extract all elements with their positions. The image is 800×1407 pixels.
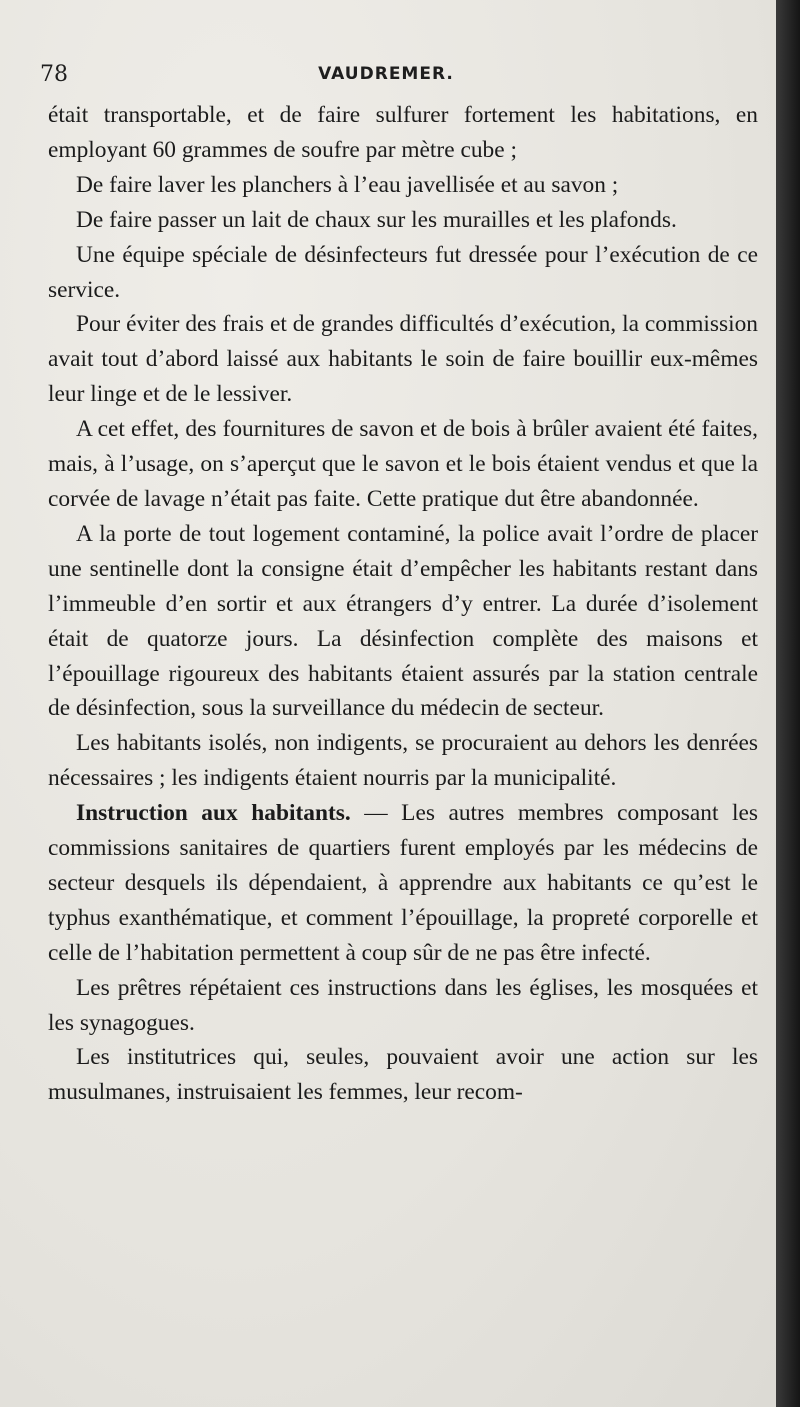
paragraph-8: Les habitants isolés, non indigents, se procuraient au dehors les denrées nécessaires ; les indigents étaient nourris par la municipalité. (48, 730, 758, 792)
paragraph-11: Les institutrices qui, seules, pouvaient avoir une action sur les musulmanes, instruisaient les femmes, leur recom- (48, 1044, 758, 1106)
running-title: VAUDREMER. (318, 64, 454, 84)
paragraph-2: De faire laver les planchers à l’eau javellisée et au savon ; (76, 171, 619, 198)
paragraph-6: A cet effet, des fournitures de savon et de bois à brûler avaient été faites, mais, à l’usage, on s’aperçut que le savon et le bois étaient vendus et que la corvée de lavage n’était pas faite. Cette pratique dut être abandonnée. (48, 416, 758, 512)
paragraph-1: était transportable, et de faire sulfurer fortement les habitations, en employant 60 grammes de soufre par mètre cube ; (48, 102, 758, 163)
paragraph-5: Pour éviter des frais et de grandes difficultés d’exécution, la commission avait tout d’abord laissé aux habitants le soin de faire bouillir eux-mêmes leur linge et de le lessiver. (48, 311, 758, 408)
paragraph-9-text: — Les autres membres composant les commissions sanitaires de quartiers furent employés par les médecins de secteur desquels ils dépendaient, à apprendre aux habitants ce qu’est le typhus exanthématique, et comment l’épouillage, la propreté corporelle et celle de l’habitation permettent à coup sûr de ne pas être infecté. (48, 800, 758, 966)
paragraph-7: A la porte de tout logement contaminé, la police avait l’ordre de placer une sentinelle dont la consigne était d’empêcher les habitants restant dans l’immeuble d’en sortir et aux étrangers d’y entrer. La durée d’isolement était de quatorze jours. La désinfection complète des maisons et l’épouillage rigoureux des habitants étaient assurés par la station centrale de désinfection, sous la surveillance du médecin de secteur. (48, 520, 758, 722)
page-number: 78 (40, 62, 68, 87)
scan-edge (776, 0, 800, 1407)
paragraph-10: Les prêtres répétaient ces instructions dans les églises, les mosquées et les synagogues. (48, 974, 758, 1036)
paragraph-9 (48, 796, 758, 971)
body-text (48, 98, 758, 1110)
paragraph-4: Une équipe spéciale de désinfecteurs fut dressée pour l’exécution de ce service. (48, 241, 758, 303)
section-heading: Instruction aux habitants. (76, 800, 351, 827)
paragraph-3: De faire passer un lait de chaux sur les murailles et les plafonds. (76, 206, 677, 233)
page-header (36, 58, 736, 88)
